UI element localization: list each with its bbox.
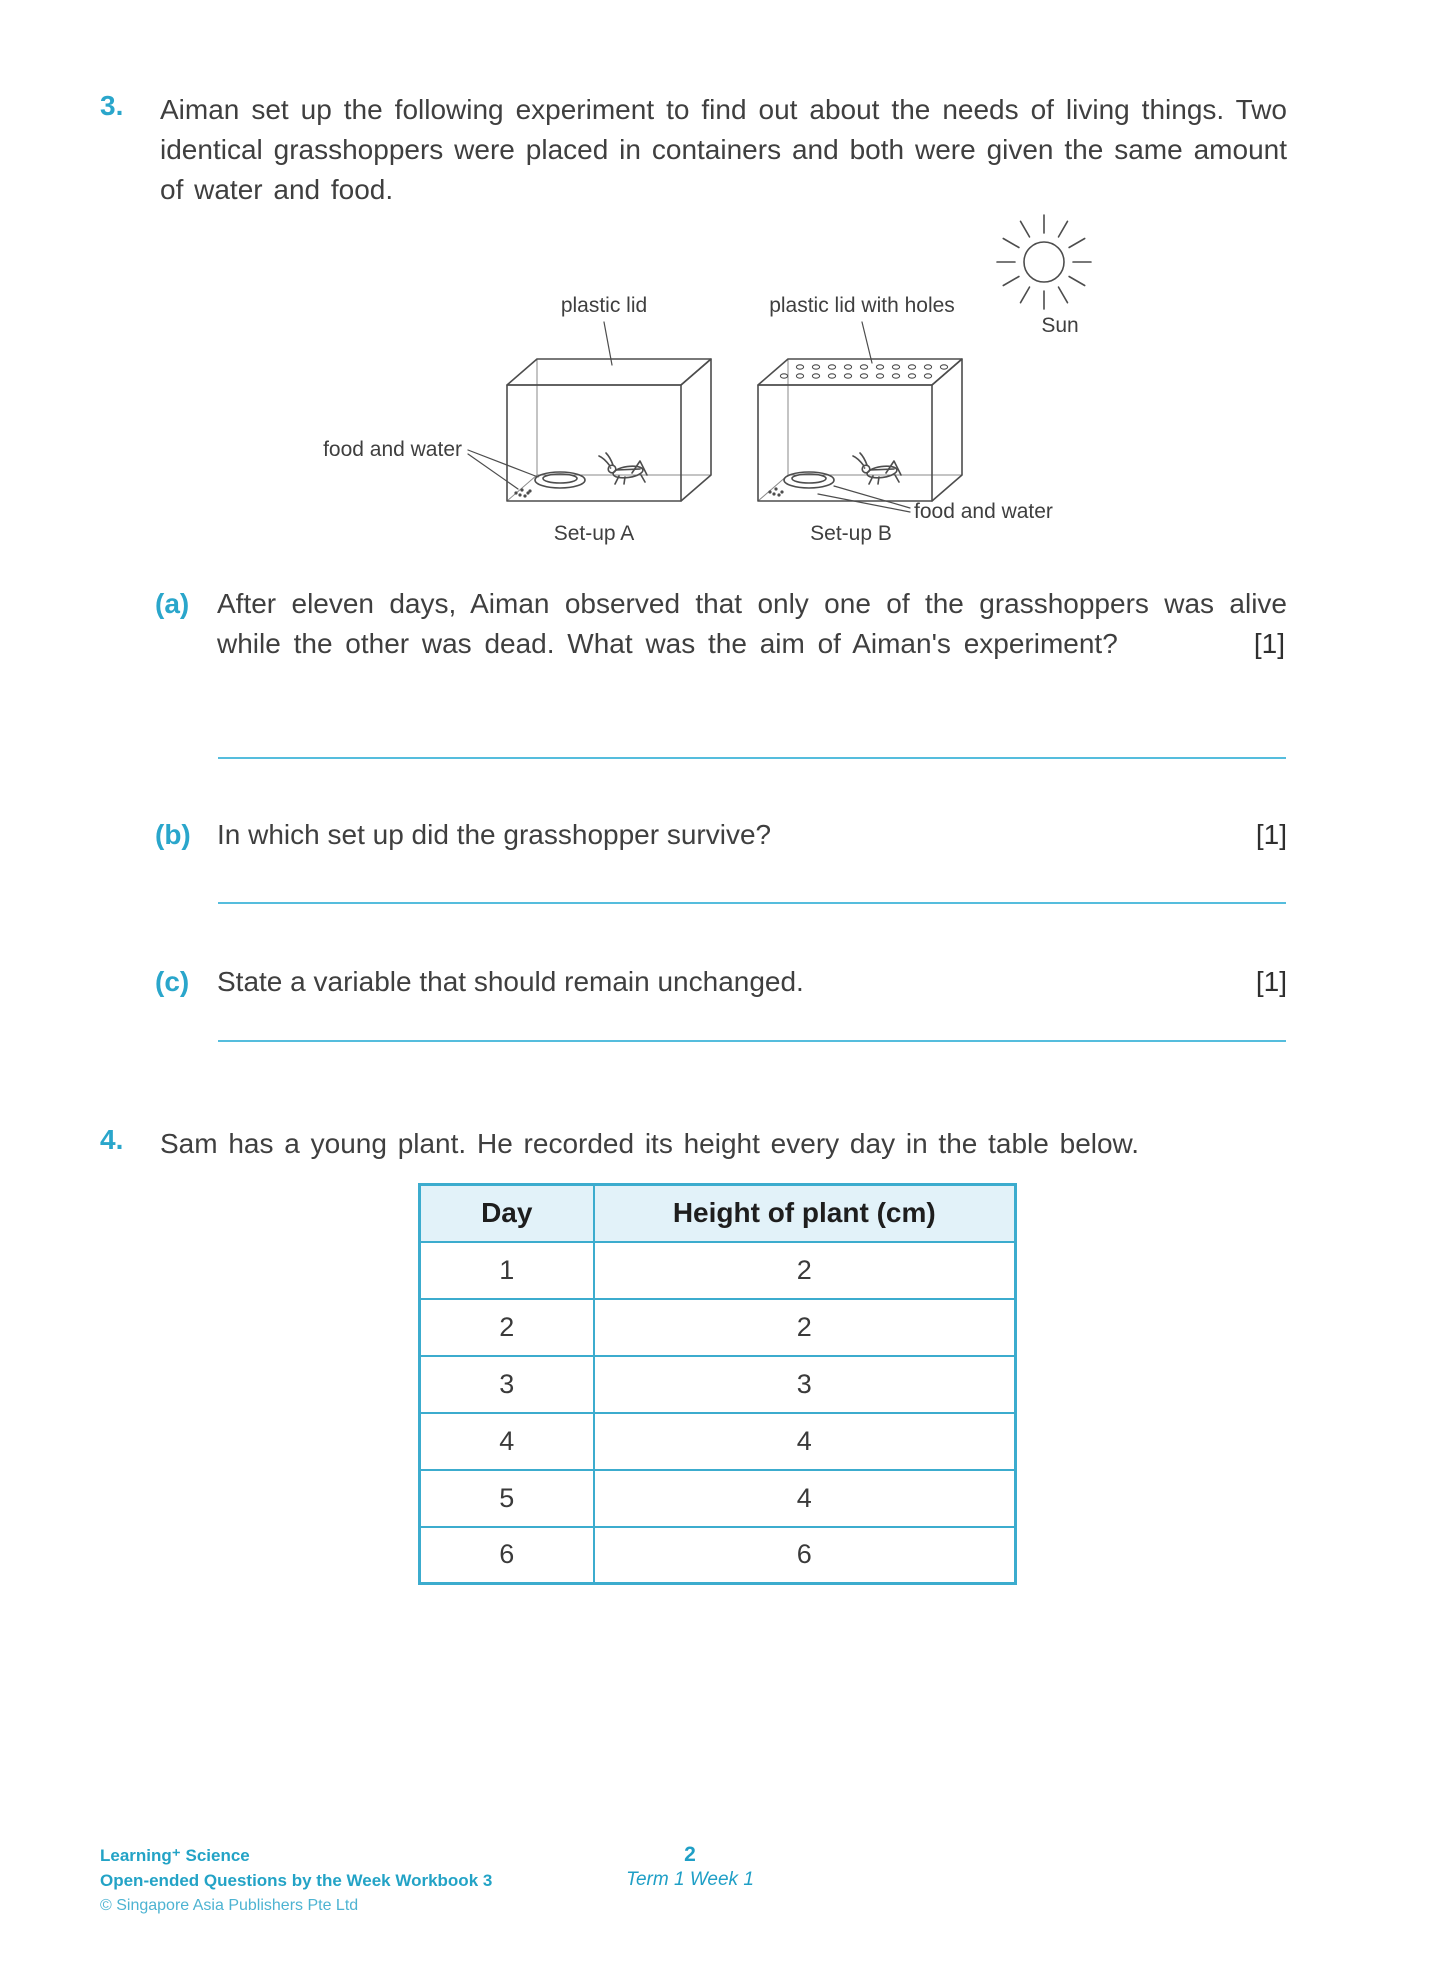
cell-height: 2	[594, 1299, 1016, 1356]
plant-height-table	[418, 1183, 1017, 1585]
part-b-text: In which set up did the grasshopper survive?	[217, 819, 772, 850]
cell-height: 2	[594, 1242, 1016, 1299]
container-a	[507, 359, 711, 501]
cell-day: 2	[420, 1299, 594, 1356]
footer-series-title: Learning⁺ Science	[100, 1846, 250, 1865]
answer-line-c	[218, 1040, 1286, 1042]
cell-height: 6	[594, 1527, 1016, 1584]
sun-icon	[997, 215, 1091, 309]
question-4-number: 4.	[100, 1124, 124, 1155]
label-pointer-lines	[468, 322, 910, 512]
footer-page-block	[590, 1843, 790, 1891]
part-c-label: (c)	[155, 966, 190, 997]
question-3-header	[100, 90, 1287, 210]
part-c-text: State a variable that should remain unchanged.	[217, 966, 804, 997]
part-b-marks: [1]	[1255, 819, 1287, 850]
part-a-marks: [1]	[1253, 628, 1285, 659]
cell-day: 1	[420, 1242, 594, 1299]
food-b	[768, 487, 783, 496]
part-b-label: (b)	[155, 819, 191, 850]
table-row	[420, 1356, 1016, 1413]
answer-line-a	[218, 757, 1286, 759]
lid-holes	[780, 365, 947, 378]
grasshopper-b	[853, 453, 901, 484]
table-header-day: Day	[420, 1185, 594, 1242]
part-a-label: (a)	[155, 588, 190, 619]
experiment-diagram-svg	[260, 200, 1210, 570]
cell-height: 3	[594, 1356, 1016, 1413]
food-dish-a	[535, 472, 585, 488]
table-row	[420, 1242, 1016, 1299]
label-plastic-lid: plastic lid	[560, 294, 648, 317]
table-row	[420, 1413, 1016, 1470]
question-4-text: Sam has a young plant. He recorded its height every day in the table below.	[160, 1128, 1140, 1159]
part-c-marks: [1]	[1255, 966, 1287, 997]
table-row	[420, 1470, 1016, 1527]
term-week-label: Term 1 Week 1	[626, 1869, 754, 1890]
label-food-water-left: food and water	[323, 438, 462, 461]
question-3c	[155, 962, 1287, 1002]
experiment-diagram	[260, 200, 1210, 570]
question-3a	[155, 584, 1287, 664]
cell-height: 4	[594, 1413, 1016, 1470]
label-setup-a: Set-up A	[553, 522, 635, 545]
cell-day: 6	[420, 1527, 594, 1584]
container-b	[758, 359, 962, 501]
cell-height: 4	[594, 1470, 1016, 1527]
question-3b	[155, 815, 1287, 855]
cell-day: 3	[420, 1356, 594, 1413]
label-sun: Sun	[1041, 314, 1079, 337]
footer-publisher-block	[100, 1843, 492, 1918]
cell-day: 5	[420, 1470, 594, 1527]
footer-copyright: © Singapore Asia Publishers Pte Ltd	[100, 1897, 359, 1914]
question-4-header	[100, 1124, 1287, 1164]
question-3-text: Aiman set up the following experiment to find out about the needs of living things. Two identical grasshoppers were placed in containers and both were given the same amount of water and food.	[160, 94, 1287, 205]
part-a-text: After eleven days, Aiman observed that only one of the grasshoppers was alive while the other was dead. What was the aim of Aiman's experiment?	[217, 588, 1287, 659]
label-food-water-right: food and water	[914, 500, 1053, 523]
food-a	[514, 488, 531, 497]
footer-book-title: Open-ended Questions by the Week Workbook 3	[100, 1871, 493, 1890]
label-setup-b: Set-up B	[810, 522, 892, 545]
table-row	[420, 1527, 1016, 1584]
question-3-number: 3.	[100, 90, 124, 121]
page-number: 2	[684, 1843, 696, 1866]
grasshopper-a	[599, 453, 647, 484]
table-row	[420, 1299, 1016, 1356]
table-header-height: Height of plant (cm)	[594, 1185, 1016, 1242]
cell-day: 4	[420, 1413, 594, 1470]
food-dish-b	[784, 472, 834, 488]
table-header-row	[420, 1185, 1016, 1242]
label-plastic-lid-holes: plastic lid with holes	[769, 294, 955, 317]
answer-line-b	[218, 902, 1286, 904]
